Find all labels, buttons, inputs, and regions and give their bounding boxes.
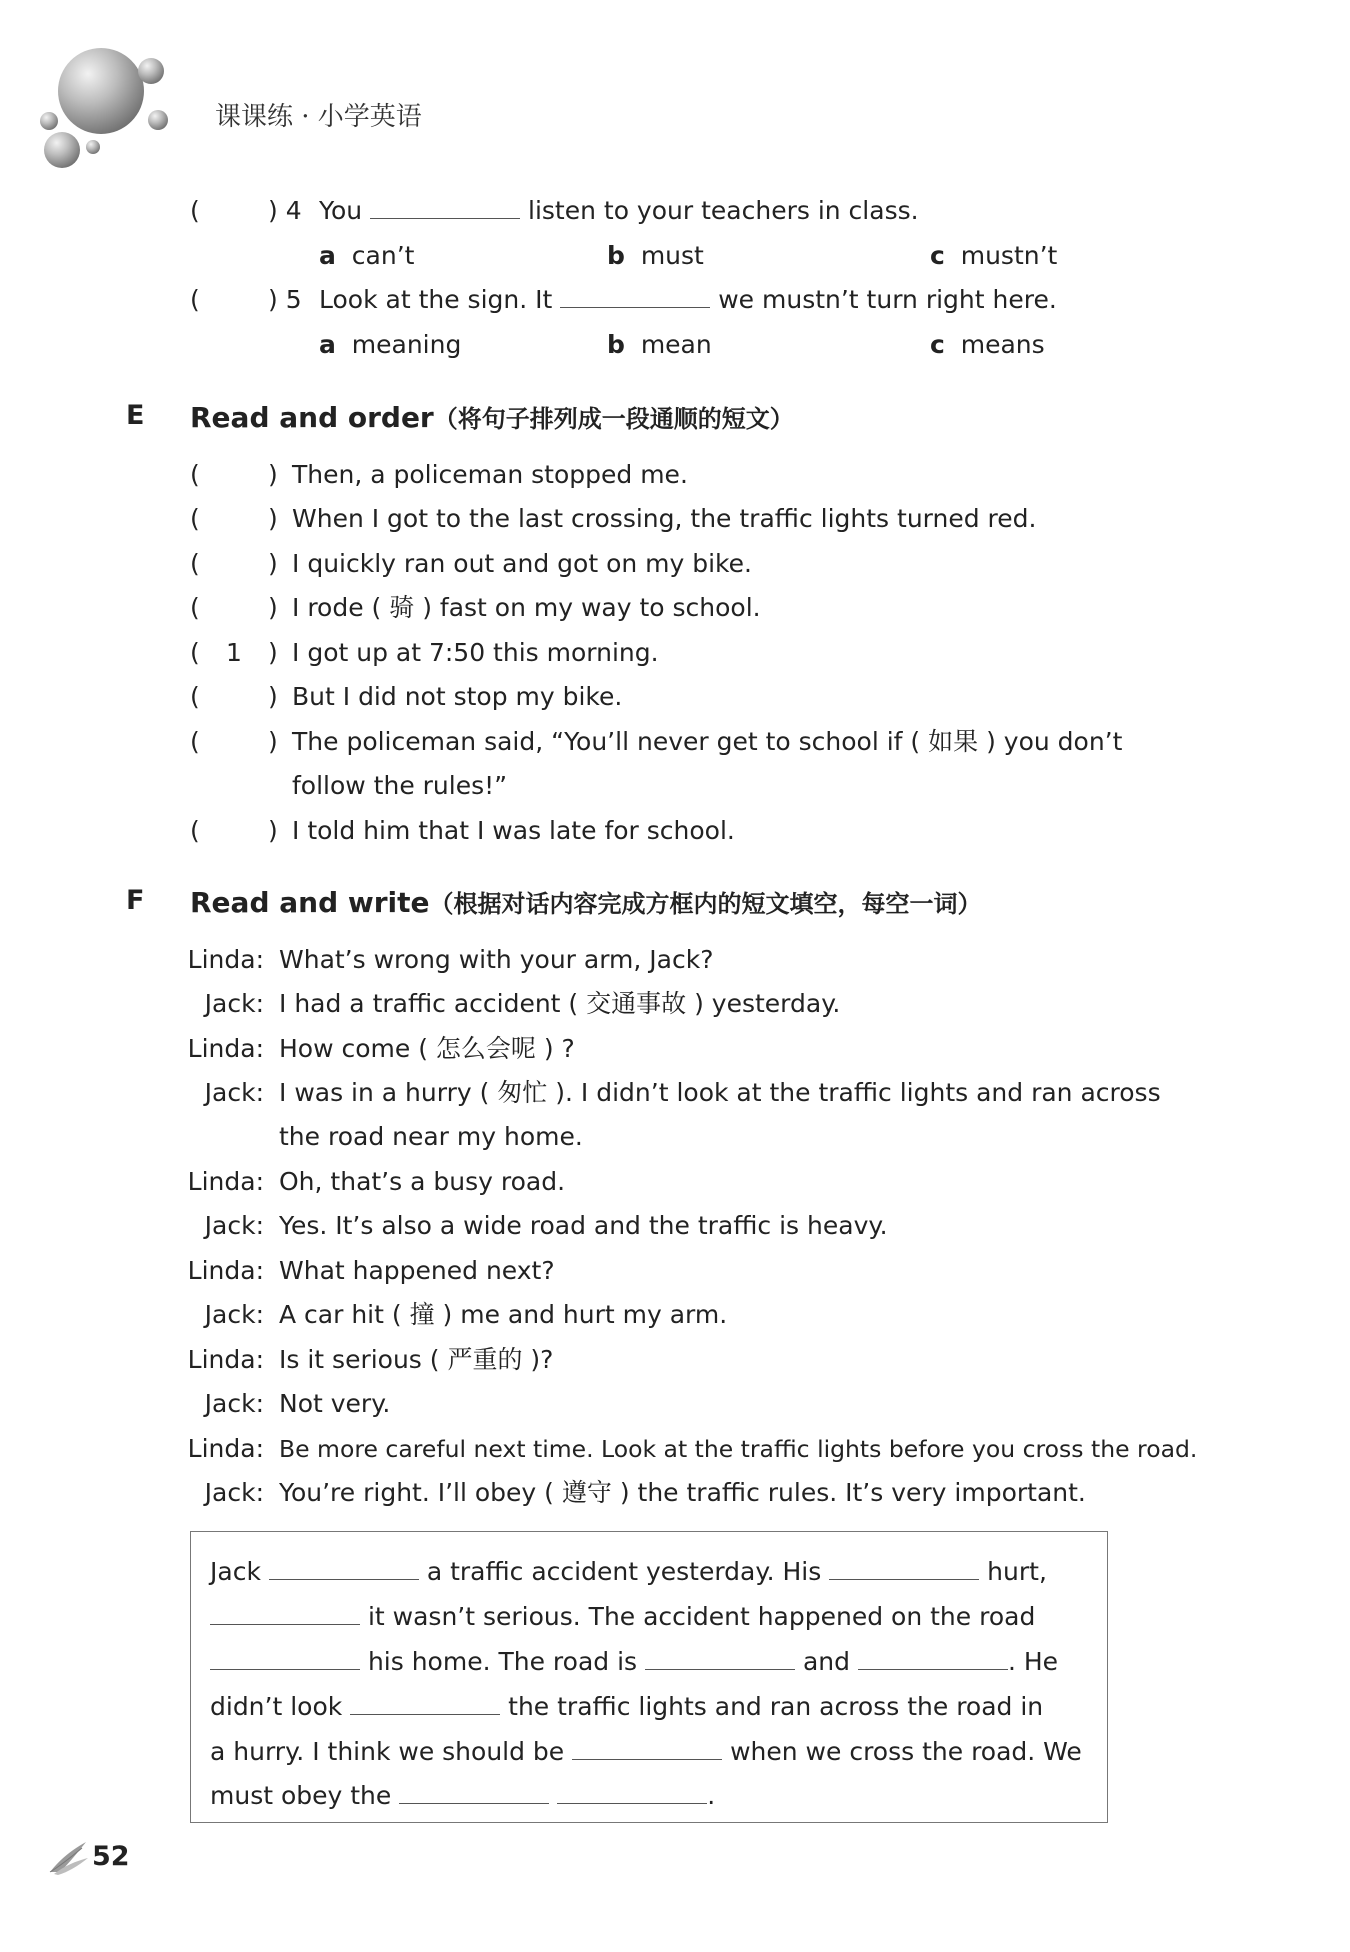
bubble-large xyxy=(58,48,144,134)
order-sentence: Then, a policeman stopped me. xyxy=(292,460,688,489)
speaker-name: Linda: xyxy=(187,945,264,974)
section-f-heading xyxy=(190,884,982,919)
summary-line: it wasn’t serious. The accident happened on the road xyxy=(210,1602,1035,1632)
speaker-name: Jack: xyxy=(204,1389,264,1418)
summary-line: didn’t look the traffic lights and ran across the road in xyxy=(210,1692,1044,1721)
order-sentence: I told him that I was late for school. xyxy=(292,816,735,845)
summary-line: must obey the . xyxy=(210,1781,716,1810)
dialogue-line: Oh, that’s a busy road. xyxy=(279,1167,566,1196)
question-number: ) 4 xyxy=(268,196,302,225)
section-e-instruction: （将句子排列成一段通顺的短文） xyxy=(433,405,794,433)
order-sentence: The policeman said, “You’ll never get to school if ( 如果 ) you don’t xyxy=(292,727,1123,756)
answer-blank[interactable] xyxy=(572,1737,722,1760)
section-f-title: Read and write xyxy=(190,886,430,919)
dialogue-line: A car hit ( 撞 ) me and hurt my arm. xyxy=(279,1300,728,1329)
dialogue-line: You’re right. I’ll obey ( 遵守 ) the traffic rules. It’s very important. xyxy=(279,1478,1086,1507)
option-a[interactable]: a can’t xyxy=(319,241,415,270)
answer-bracket-open: ( xyxy=(190,285,200,314)
bubble-small xyxy=(148,110,168,130)
speaker-name: Linda: xyxy=(187,1167,264,1196)
summary-line: a hurry. I think we should be when we cross the road. We xyxy=(210,1737,1082,1766)
order-sentence-continued: follow the rules!” xyxy=(292,771,508,800)
order-sentence: But I did not stop my bike. xyxy=(292,682,623,711)
order-sentence: I got up at 7:50 this morning. xyxy=(292,638,659,667)
option-c[interactable]: c means xyxy=(930,330,1045,359)
question-text: Look at the sign. It we mustn’t turn right here. xyxy=(319,285,1057,314)
speaker-name: Jack: xyxy=(204,1211,264,1240)
answer-blank[interactable] xyxy=(370,196,520,219)
answer-blank[interactable] xyxy=(210,1602,360,1625)
header-title: 课课练 · 小学英语 xyxy=(215,102,422,132)
speaker-name: Linda: xyxy=(187,1034,264,1063)
dialogue-line-continued: the road near my home. xyxy=(279,1122,583,1151)
option-c[interactable]: c mustn’t xyxy=(930,241,1058,270)
section-f-instruction: （根据对话内容完成方框内的短文填空，每空一词） xyxy=(429,890,982,918)
section-e-title: Read and order xyxy=(190,401,434,434)
section-f-letter: F xyxy=(126,885,145,916)
question-number: ) 5 xyxy=(268,285,302,314)
bubble-small xyxy=(138,58,164,84)
dialogue-line: I was in a hurry ( 匆忙 ). I didn’t look at the traffic lights and ran across xyxy=(279,1078,1161,1107)
section-e-letter: E xyxy=(126,400,145,431)
bubble-small xyxy=(40,112,58,130)
speaker-name: Linda: xyxy=(187,1434,264,1463)
dialogue-line: Yes. It’s also a wide road and the traffic is heavy. xyxy=(279,1211,888,1240)
answer-blank[interactable] xyxy=(350,1692,500,1715)
leaf-icon xyxy=(48,1838,90,1876)
answer-blank[interactable] xyxy=(399,1781,549,1804)
order-answer[interactable]: 1 xyxy=(226,638,242,667)
answer-blank[interactable] xyxy=(560,285,710,308)
option-a[interactable]: a meaning xyxy=(319,330,462,359)
summary-line: his home. The road is and . He xyxy=(210,1647,1058,1677)
speaker-name: Linda: xyxy=(187,1345,264,1374)
speaker-name: Jack: xyxy=(204,1300,264,1329)
page-number: 52 xyxy=(92,1841,130,1872)
answer-blank[interactable] xyxy=(269,1557,419,1580)
speaker-name: Jack: xyxy=(204,1078,264,1107)
dialogue-line: Is it serious ( 严重的 )? xyxy=(279,1345,554,1374)
answer-blank[interactable] xyxy=(858,1647,1008,1670)
option-b[interactable]: b mean xyxy=(607,330,712,359)
order-sentence: I quickly ran out and got on my bike. xyxy=(292,549,752,578)
answer-blank[interactable] xyxy=(557,1781,707,1804)
dialogue-line: I had a traffic accident ( 交通事故 ) yesterday. xyxy=(279,989,841,1018)
dialogue-line: What happened next? xyxy=(279,1256,555,1285)
dialogue-line: Not very. xyxy=(279,1389,391,1418)
dialogue-line: What’s wrong with your arm, Jack? xyxy=(279,945,714,974)
speaker-name: Linda: xyxy=(187,1256,264,1285)
answer-bracket-open: ( xyxy=(190,196,200,225)
answer-blank[interactable] xyxy=(829,1557,979,1580)
answer-blank[interactable] xyxy=(210,1647,360,1670)
dialogue-line: How come ( 怎么会呢 ) ? xyxy=(279,1034,575,1063)
bubble-small xyxy=(86,140,100,154)
option-b[interactable]: b must xyxy=(607,241,704,270)
summary-line: Jack a traffic accident yesterday. His hurt, xyxy=(210,1557,1047,1586)
answer-blank[interactable] xyxy=(645,1647,795,1670)
speaker-name: Jack: xyxy=(204,989,264,1018)
section-e-heading xyxy=(190,399,794,434)
dialogue-line: Be more careful next time. Look at the traffic lights before you cross the road. xyxy=(279,1435,1198,1463)
bubble-medium xyxy=(44,132,80,168)
question-text: You listen to your teachers in class. xyxy=(319,196,919,225)
order-sentence: When I got to the last crossing, the traffic lights turned red. xyxy=(292,504,1037,533)
order-sentence: I rode ( 骑 ) fast on my way to school. xyxy=(292,593,761,622)
speaker-name: Jack: xyxy=(204,1478,264,1507)
